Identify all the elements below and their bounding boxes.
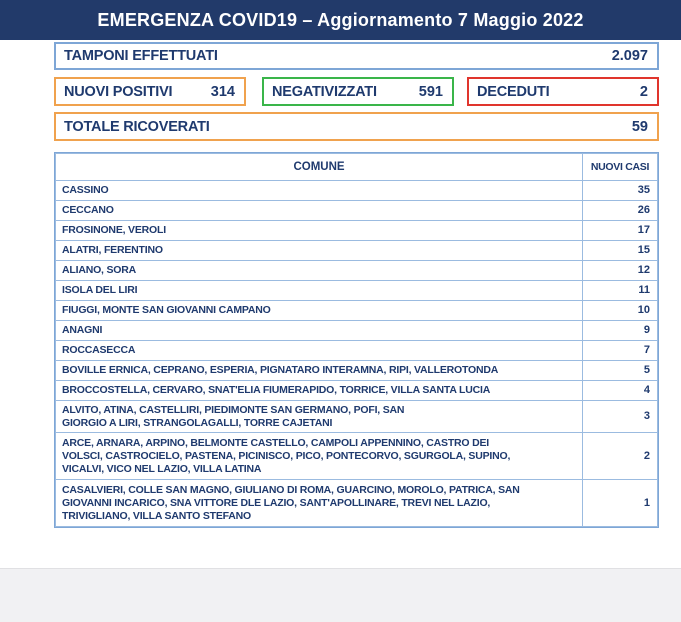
casi-cell: 7 bbox=[583, 341, 658, 361]
comune-cell: ALATRI, FERENTINO bbox=[56, 241, 583, 261]
negativizzati-box bbox=[262, 77, 454, 106]
comune-cell: BROCCOSTELLA, CERVARO, SNAT'ELIA FIUMERAPIDO, TORRICE, VILLA SANTA LUCIA bbox=[56, 381, 583, 401]
deceduti-box bbox=[467, 77, 659, 106]
comune-cell: ROCCASECCA bbox=[56, 341, 583, 361]
casi-cell: 15 bbox=[583, 241, 658, 261]
report-header bbox=[0, 0, 681, 40]
positivi-value: 314 bbox=[210, 83, 235, 100]
casi-cell: 5 bbox=[583, 361, 658, 381]
deceduti-label: DECEDUTI bbox=[477, 83, 550, 100]
casi-cell: 26 bbox=[583, 201, 658, 221]
table-row bbox=[56, 361, 658, 381]
table-row bbox=[56, 433, 658, 480]
comune-cell: CASSINO bbox=[56, 181, 583, 201]
positivi-label: NUOVI POSITIVI bbox=[64, 83, 173, 100]
table-row bbox=[56, 281, 658, 301]
ricoverati-label: TOTALE RICOVERATI bbox=[64, 118, 210, 135]
table-row bbox=[56, 261, 658, 281]
comune-cell: ARCE, ARNARA, ARPINO, BELMONTE CASTELLO, CAMPOLI APPENNINO, CASTRO DEI VOLSCI, CASTROCIELO, PASTENA, PICINISCO, PICO, PONTECORVO, SGURGOLA, SUPINO, VICALVI, VICO NEL LAZIO, VILLA LATINA bbox=[56, 433, 583, 480]
column-header-nuovi-casi: NUOVI CASI bbox=[583, 154, 658, 181]
table-row bbox=[56, 181, 658, 201]
report-title: EMERGENZA COVID19 – Aggiornamento 7 Maggio 2022 bbox=[97, 9, 584, 30]
column-header-comune: COMUNE bbox=[56, 154, 583, 181]
comune-cell: ISOLA DEL LIRI bbox=[56, 281, 583, 301]
comune-cell: CECCANO bbox=[56, 201, 583, 221]
comune-cell: ALIANO, SORA bbox=[56, 261, 583, 281]
table-row bbox=[56, 480, 658, 527]
bottom-panel bbox=[0, 568, 681, 622]
table-row bbox=[56, 321, 658, 341]
ricoverati-value: 59 bbox=[631, 118, 648, 135]
comune-cell: ALVITO, ATINA, CASTELLIRI, PIEDIMONTE SAN GERMANO, POFI, SAN GIORGIO A LIRI, STRANGOLAGALLI, TORRE CAJETANI bbox=[56, 401, 583, 433]
deceduti-value: 2 bbox=[639, 83, 648, 100]
casi-cell: 35 bbox=[583, 181, 658, 201]
casi-cell: 17 bbox=[583, 221, 658, 241]
comune-cell: CASALVIERI, COLLE SAN MAGNO, GIULIANO DI ROMA, GUARCINO, MOROLO, PATRICA, SAN GIOVANNI INCARICO, SNA VITTORE DLE LAZIO, SANT'APOLLINARE, TREVI NEL LAZIO, TRIVIGLIANO, VILLA SANTO STEFANO bbox=[56, 480, 583, 527]
casi-cell: 11 bbox=[583, 281, 658, 301]
casi-cell: 3 bbox=[583, 401, 658, 433]
comune-cell: FIUGGI, MONTE SAN GIOVANNI CAMPANO bbox=[56, 301, 583, 321]
casi-cell: 9 bbox=[583, 321, 658, 341]
table-row bbox=[56, 221, 658, 241]
comuni-table bbox=[54, 152, 659, 528]
comune-cell: FROSINONE, VEROLI bbox=[56, 221, 583, 241]
table-row bbox=[56, 201, 658, 221]
tamponi-label: TAMPONI EFFETTUATI bbox=[64, 48, 218, 64]
comune-cell: BOVILLE ERNICA, CEPRANO, ESPERIA, PIGNATARO INTERAMNA, RIPI, VALLEROTONDA bbox=[56, 361, 583, 381]
table-row bbox=[56, 241, 658, 261]
ricoverati-box bbox=[54, 112, 659, 141]
positivi-box bbox=[54, 77, 246, 106]
table-row bbox=[56, 341, 658, 361]
casi-cell: 1 bbox=[583, 480, 658, 527]
tamponi-box bbox=[54, 42, 659, 70]
table-row bbox=[56, 301, 658, 321]
comune-cell: ANAGNI bbox=[56, 321, 583, 341]
table-row bbox=[56, 381, 658, 401]
tamponi-value: 2.097 bbox=[611, 48, 648, 64]
table-row bbox=[56, 401, 658, 433]
negativizzati-label: NEGATIVIZZATI bbox=[272, 83, 377, 100]
negativizzati-value: 591 bbox=[418, 83, 443, 100]
casi-cell: 10 bbox=[583, 301, 658, 321]
casi-cell: 2 bbox=[583, 433, 658, 480]
casi-cell: 4 bbox=[583, 381, 658, 401]
casi-cell: 12 bbox=[583, 261, 658, 281]
